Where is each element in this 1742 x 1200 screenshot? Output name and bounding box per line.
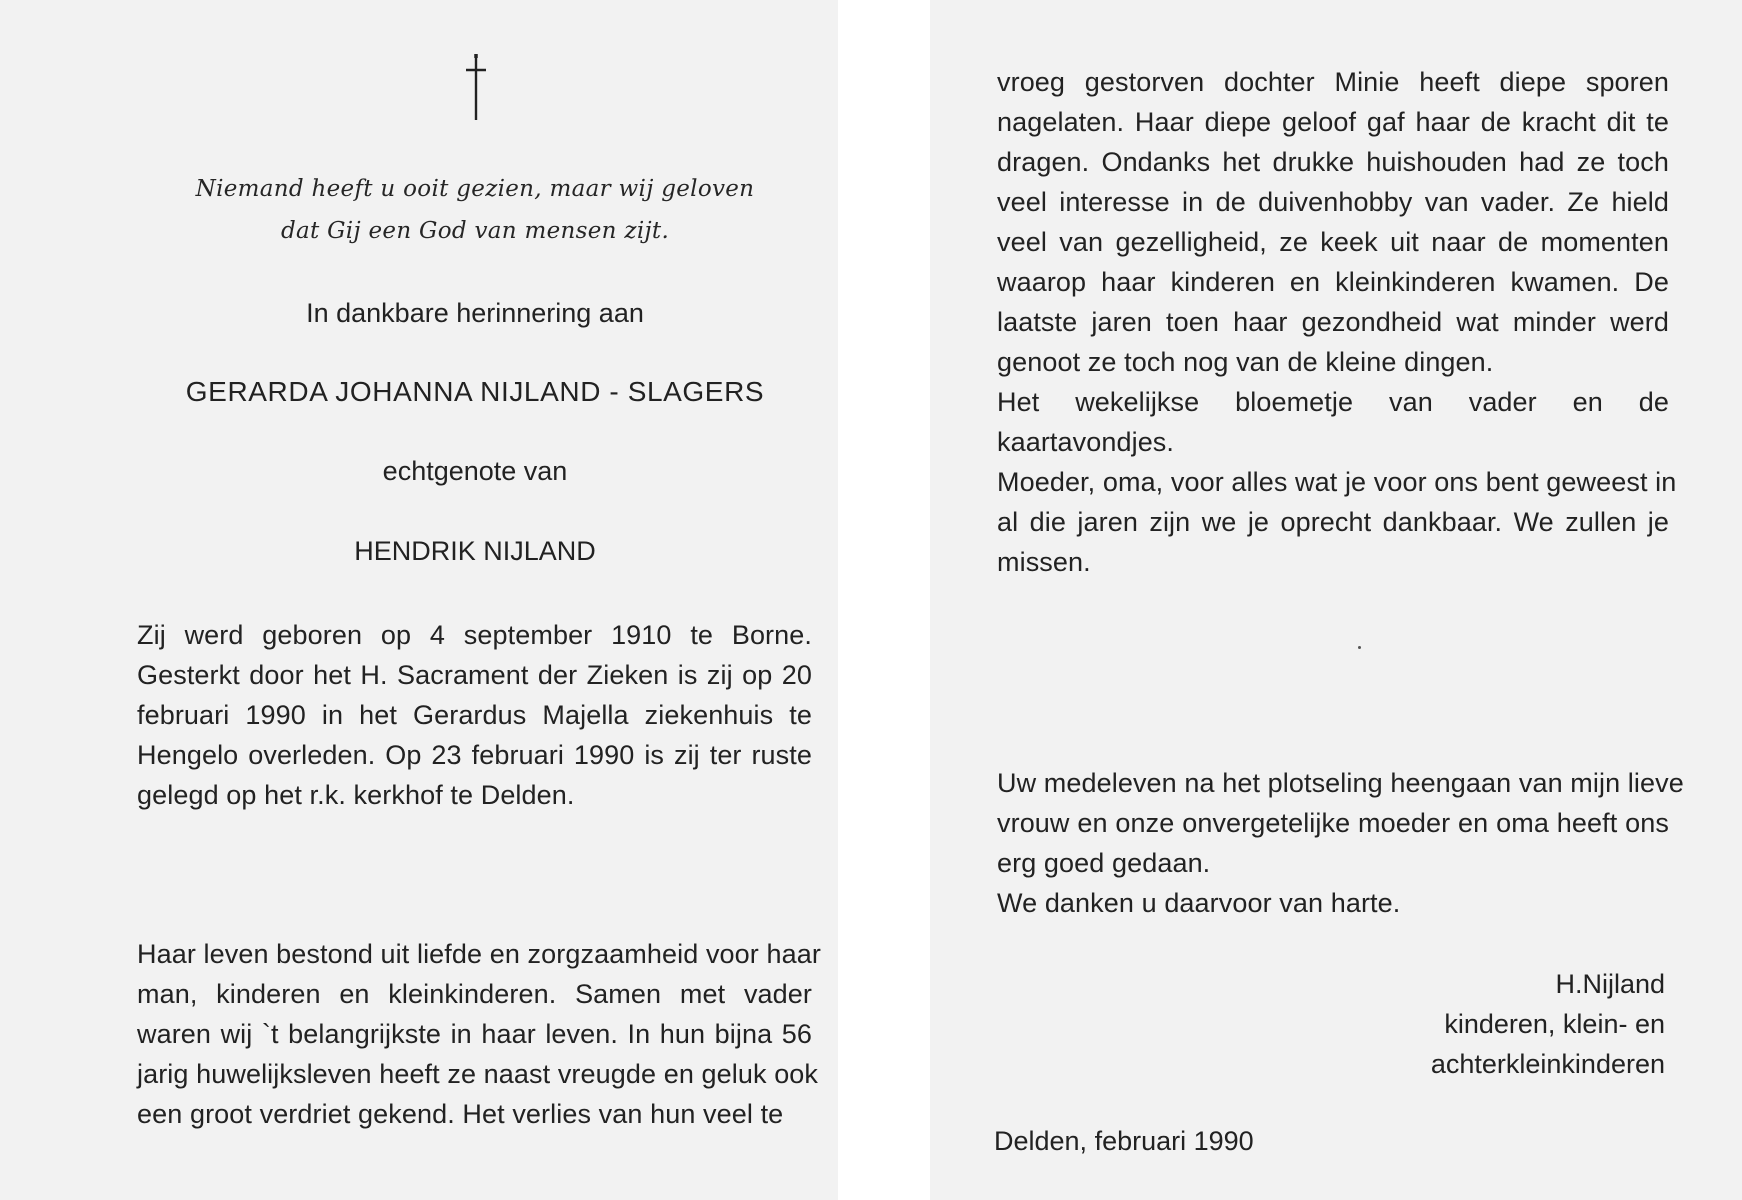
life-line: man, kinderen en kleinkinderen. Samen met vader <box>137 979 812 1009</box>
continuation-line: dragen. Ondanks het drukke huishouden had ze toch <box>997 147 1669 177</box>
continuation-line: veel interesse in de duivenhobby van vader. Ze hield <box>997 187 1669 217</box>
continuation-line: veel van gezelligheid, ze keek uit naar de momenten <box>997 227 1669 257</box>
cross-icon <box>461 52 491 122</box>
bio-line: Zij werd geboren op 4 september 1910 te Borne. <box>137 620 812 650</box>
bio-line: Hengelo overleden. Op 23 februari 1990 is zij ter ruste <box>137 740 812 770</box>
signature-name: H.Nijland <box>1555 969 1665 999</box>
life-line: Haar leven bestond uit liefde en zorgzaamheid voor haar <box>137 939 821 969</box>
continuation-paragraph <box>997 62 1677 582</box>
quote-line-1: Niemand heeft u ooit gezien, maar wij geloven <box>195 176 755 202</box>
thanks-line: Uw medeleven na het plotseling heengaan van mijn lieve <box>997 768 1684 798</box>
continuation-line: missen. <box>997 547 1091 577</box>
signature-line: achterkleinkinderen <box>1430 1049 1665 1079</box>
bio-paragraph <box>137 615 812 815</box>
place-date: Delden, februari 1990 <box>994 1126 1254 1156</box>
continuation-line: Het wekelijkse bloemetje van vader en de <box>997 387 1669 417</box>
quote-line-2: dat Gij een God van mensen zijt. <box>280 218 670 244</box>
life-line: een groot verdriet gekend. Het verlies van hun veel te <box>137 1099 784 1129</box>
life-paragraph <box>137 934 821 1134</box>
bio-line: gelegd op het r.k. kerkhof te Delden. <box>137 780 575 810</box>
bio-line: februari 1990 in het Gerardus Majella ziekenhuis te <box>137 700 812 730</box>
bio-line: Gesterkt door het H. Sacrament der Zieken is zij op 20 <box>137 660 812 690</box>
continuation-line: Moeder, oma, voor alles wat je voor ons bent geweest in <box>997 467 1677 497</box>
continuation-line: al die jaren zijn we je oprecht dankbaar. We zullen je <box>997 507 1669 537</box>
thanks-line: erg goed gedaan. <box>997 848 1211 878</box>
spouse-name: HENDRIK NIJLAND <box>354 536 596 566</box>
continuation-line: nagelaten. Haar diepe geloof gaf haar de kracht dit te <box>997 107 1669 137</box>
continuation-line: vroeg gestorven dochter Minie heeft diepe sporen <box>997 67 1669 97</box>
continuation-line: kaartavondjes. <box>997 427 1175 457</box>
life-line: waren wij `t belangrijkste in haar leven. In hun bijna 56 <box>137 1019 812 1049</box>
thanks-line: We danken u daarvoor van harte. <box>997 888 1401 918</box>
speck <box>1358 646 1361 649</box>
signature-block <box>1431 964 1665 1084</box>
continuation-line: waarop haar kinderen en kleinkinderen kwamen. De <box>997 267 1669 297</box>
relation-text: echtgenote van <box>382 456 568 486</box>
continuation-line: genoot ze toch nog van de kleine dingen. <box>997 347 1494 377</box>
deceased-name: GERARDA JOHANNA NIJLAND - SLAGERS <box>185 376 765 407</box>
life-line: jarig huwelijksleven heeft ze naast vreugde en geluk ook <box>137 1059 819 1089</box>
thanks-paragraph <box>997 763 1684 923</box>
thanks-line: vrouw en onze onvergetelijke moeder en oma heeft ons <box>997 808 1669 838</box>
continuation-line: laatste jaren toen haar gezondheid wat minder werd <box>997 307 1669 337</box>
signature-line: kinderen, klein- en <box>1444 1009 1665 1039</box>
intro-text: In dankbare herinnering aan <box>306 298 644 328</box>
